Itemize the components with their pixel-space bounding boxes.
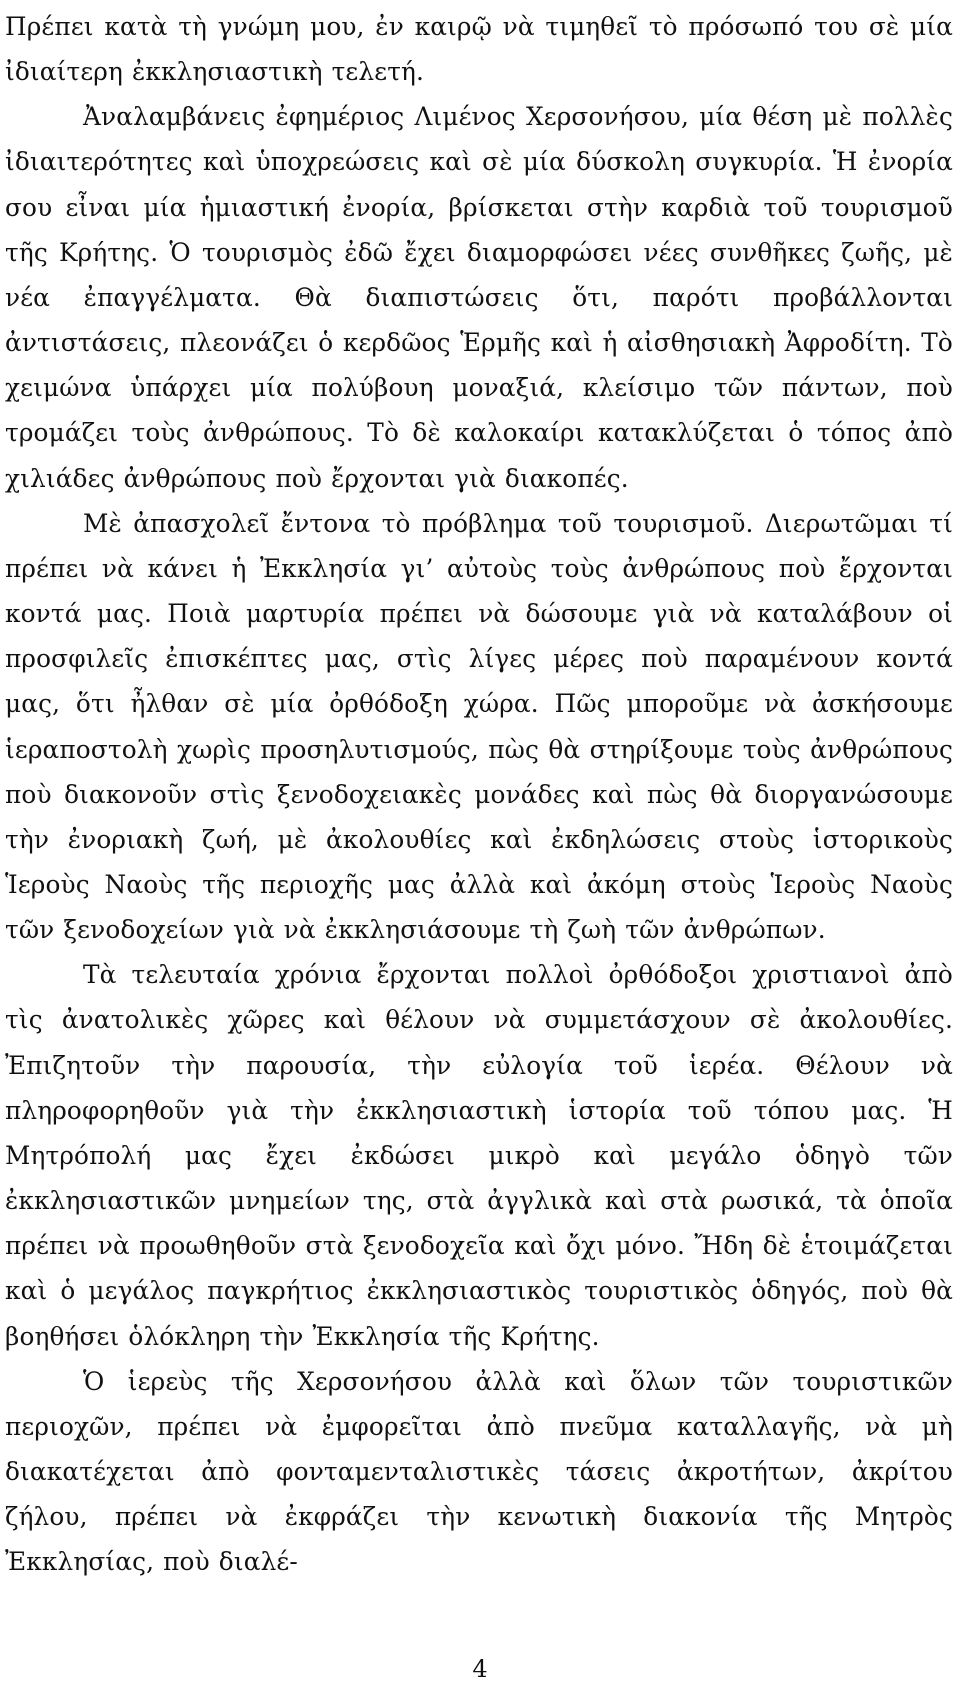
paragraph-2: Ἀναλαμβάνεις ἐφημέριος Λιμένος Χερσονήσου, μία θέση μὲ πολλὲς ἰδιαιτερότητες καὶ ὑποχρεώσεις καὶ σὲ μία δύσκολη συγκυρία. Ἡ ἐνορία σου εἶναι μία ἡμιαστική ἐνορία, βρίσκεται στὴν καρδιὰ τοῦ τουρισμοῦ τῆς Κρήτης. Ὁ τουρισμὸς ἐδῶ ἔχει διαμορφώσει νέες συνθῆκες ζωῆς, μὲ νέα ἐπαγγέλματα. Θὰ διαπιστώσεις ὅτι, παρότι προβάλλονται ἀντιστάσεις, πλεονάζει ὁ κερδῶος Ἑρμῆς καὶ ἡ αἰσθησιακὴ Ἀφροδίτη. Τὸ χειμώνα ὑπάρχει μία πολύβουη μοναξιά, κλείσιμο τῶν πάντων, ποὺ τρομάζει τοὺς ἀνθρώπους. Τὸ δὲ καλοκαίρι κατακλύζεται ὁ τόπος ἀπὸ χιλιάδες ἀνθρώπους ποὺ ἔρχονται γιὰ διακοπές. — [5, 102, 953, 493]
paragraph-1: Πρέπει κατὰ τὴ γνώμη μου, ἐν καιρῷ νὰ τιμηθεῖ τὸ πρόσωπό του σὲ μία ἰδιαίτερη ἐκκλησιαστικὴ τελετή. — [5, 12, 953, 87]
paragraph-3: Μὲ ἀπασχολεῖ ἔντονα τὸ πρόβλημα τοῦ τουρισμοῦ. Διερωτῶμαι τί πρέπει νὰ κάνει ἡ Ἐκκλησία γι’ αὐτοὺς τοὺς ἀνθρώπους ποὺ ἔρχονται κοντά μας. Ποιὰ μαρτυρία πρέπει νὰ δώσουμε γιὰ νὰ καταλάβουν οἱ προσφιλεῖς ἐπισκέπτες μας, στὶς λίγες μέρες ποὺ παραμένουν κοντά μας, ὅτι ἦλθαν σὲ μία ὀρθόδοξη χώρα. Πῶς μποροῦμε νὰ ἀσκήσουμε ἱεραποστολὴ χωρὶς προσηλυτισμούς, πὼς θὰ στηρίξουμε τοὺς ἀνθρώπους ποὺ διακονοῦν στὶς ξενοδοχειακὲς μονάδες καὶ πὼς θὰ διοργανώσουμε τὴν ἐνοριακὴ ζωή, μὲ ἀκολουθίες καὶ ἐκδηλώσεις στοὺς ἱστορικοὺς Ἱεροὺς Ναοὺς τῆς περιοχῆς μας ἀλλὰ καὶ ἀκόμη στοὺς Ἱεροὺς Ναοὺς τῶν ξενοδοχείων γιὰ νὰ ἐκκλησιάσουμε τὴ ζωὴ τῶν ἀνθρώπων. — [5, 508, 953, 945]
paragraph-4: Τὰ τελευταία χρόνια ἔρχονται πολλοὶ ὀρθόδοξοι χριστιανοὶ ἀπὸ τὶς ἀνατολικὲς χῶρες καὶ θέλουν νὰ συμμετάσχουν σὲ ἀκολουθίες. Ἐπιζητοῦν τὴν παρουσία, τὴν εὐλογία τοῦ ἱερέα. Θέλουν νὰ πληροφορηθοῦν γιὰ τὴν ἐκκλησιαστικὴ ἱστορία τοῦ τόπου μας. Ἡ Μητρόπολή μας ἔχει ἐκδώσει μικρὸ καὶ μεγάλο ὁδηγὸ τῶν ἐκκλησιαστικῶν μνημείων της, στὰ ἀγγλικὰ καὶ στὰ ρωσικά, τὰ ὁποῖα πρέπει νὰ προωθηθοῦν στὰ ξενοδοχεῖα καὶ ὄχι μόνο. Ἤδη δὲ ἑτοιμάζεται καὶ ὁ μεγάλος παγκρήτιος ἐκκλησιαστικὸς τουριστικὸς ὁδηγός, ποὺ θὰ βοηθήσει ὁλόκληρη τὴν Ἐκκλησία τῆς Κρήτης. — [5, 960, 953, 1351]
body-text — [5, 4, 953, 1584]
paragraph-5: Ὁ ἱερεὺς τῆς Χερσονήσου ἀλλὰ καὶ ὅλων τῶν τουριστικῶν περιοχῶν, πρέπει νὰ ἐμφορεῖται ἀπὸ πνεῦμα καταλλαγῆς, νὰ μὴ διακατέχεται ἀπὸ φονταμενταλιστικὲς τάσεις ἀκροτήτων, ἀκρίτου ζήλου, πρέπει νὰ ἐκφράζει τὴν κενωτικὴ διακονία τῆς Μητρὸς Ἐκκλησίας, ποὺ διαλέ- — [5, 1366, 953, 1577]
page-number: 4 — [472, 1655, 488, 1683]
